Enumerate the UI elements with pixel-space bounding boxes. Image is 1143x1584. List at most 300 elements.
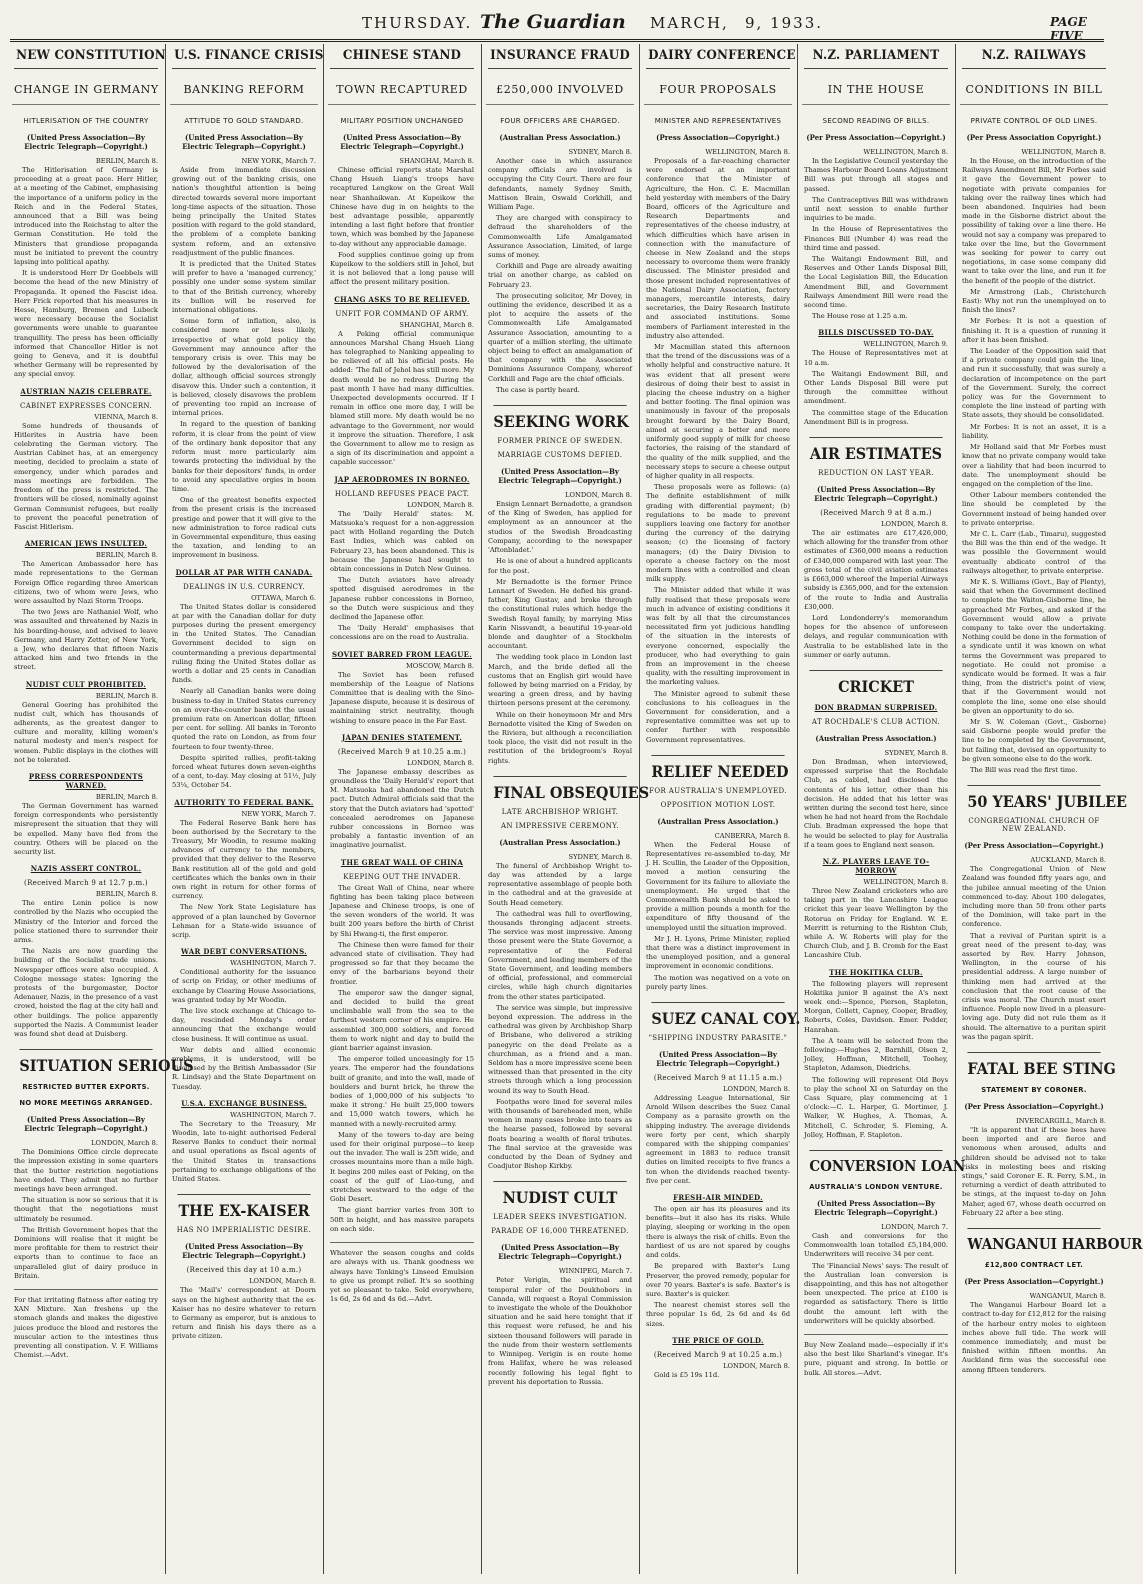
paragraph: Mr Forbes: It is not a question of finishing it. It is a question of running it after it has been finished. bbox=[962, 317, 1106, 344]
received-note: (Received March 9 at 11.15 a.m.) bbox=[653, 1074, 783, 1083]
paragraph: The wedding took place in London last March, and the bride defied all the customs that an English girl would have followed by being married on a Friday, by wearing a green dress, and by having thirteen persons present at the ceremony. bbox=[488, 653, 632, 708]
article-body bbox=[488, 1276, 632, 1386]
article-body bbox=[330, 166, 474, 288]
paragraph: General Goering has prohibited the nudist cult, which has thousands of adherents, as the greatest danger to culture and morality, killing women's natural modesty and men's respect for women. Public displays in the clothes will not be tolerated. bbox=[14, 700, 158, 764]
article-body bbox=[804, 157, 948, 321]
section-heading: JAPAN DENIES STATEMENT. bbox=[341, 732, 463, 742]
paragraph: A Peking official communique announces Marshal Chang Hsueh Liang has telegraphed to Nanking appealing to be relieved of all his official posts. He added: 'The fall of Jehol has still more. My death would be no redress. During the past month I have had many difficulties. Unexpected developments occurred. If I remain in office one more day, I will be blamed still more. My death would be no advantage to the Government, nor would it improve the situation. Therefore, I ask the Government to allow me to resign as a sign of its discrimination and appoint a capable successor.' bbox=[330, 329, 474, 467]
paragraph: Mr K. S. Williams (Govt., Bay of Plenty), said that when the Government declined to complete the Waiton-Gisborne line, he approached Mr Forbes, and asked if the Government would allow a private company to take over the undertaking. Nothing could be done in the formation of a syndicate until it was known on what terms the Government was prepared to negotiate. He could not promise a syndicate would be formed. It was a fair thing, from the district's point of view, that if the Government would not complete the line, some one else should be given an opportunity to do so. bbox=[962, 577, 1106, 715]
dateline: SYDNEY, March 8. bbox=[568, 148, 632, 156]
column-rule bbox=[481, 44, 482, 1574]
paragraph: In the Legislative Council yesterday the Thames Harbour Board Loans Adjustment Bill was put through all stages and passed. bbox=[804, 157, 948, 193]
dateline: VIENNA, March 8. bbox=[94, 412, 158, 421]
article-body bbox=[646, 157, 790, 745]
paragraph: The Contraceptives Bill was withdrawn until next session to enable further inquiries to be made. bbox=[804, 195, 948, 223]
article-body bbox=[646, 1371, 790, 1380]
paragraph: The House rose at 1.25 a.m. bbox=[812, 312, 908, 321]
paragraph: The Waitangi Endowment Bill, and Other Lands Disposal Bill were put through the committee without amendment. bbox=[804, 369, 948, 406]
headline: INSURANCE FRAUD bbox=[490, 48, 630, 63]
column-rule bbox=[323, 44, 324, 1574]
paragraph: The two Jews are Nathaniel Wolf, who was assaulted and threatened by Nazis in his boarding-house, and advised to leave Germany, and Harry Zetter, of New York, a Jew, who declares that fifteen Nazis attacked him and two friends in the street. bbox=[14, 608, 158, 672]
dateline: WELLINGTON, March 9. bbox=[863, 340, 948, 349]
paragraph: That a revival of Puritan spirit is a great need of the present to-day, was asserted by Rev. Harry Johnson, Wellington, in the course of his presidential address. A large number of thinking men had arrived at the conclusion that the root cause of the crisis was moral. The Church must exert influence. People now lived in a pleasure-loving age. Duty did not rule them as it should. The alternative to a puritan spirit was the pagan spirit. bbox=[962, 931, 1106, 1041]
subheadline-secondary: PARADE OF 16,000 THREATENED. bbox=[491, 1227, 629, 1236]
received-note: (Received March 9 at 8 a.m.) bbox=[820, 509, 932, 518]
headline: AIR ESTIMATES bbox=[809, 437, 942, 463]
column-rule bbox=[955, 44, 956, 1574]
paragraph: The nearest chemist stores sell the three popular 1s 6d, 2s 6d and 4s 6d sizes. bbox=[646, 1301, 790, 1328]
dateline: WELLINGTON, March 8. bbox=[863, 877, 948, 886]
article-body bbox=[488, 157, 632, 395]
article-column-4 bbox=[484, 44, 650, 1574]
dateline: AUCKLAND, March 8. bbox=[1030, 856, 1106, 865]
subheadline-secondary: MARRIAGE CUSTOMS DEFIED. bbox=[497, 451, 623, 460]
article-body bbox=[172, 166, 316, 561]
article-body bbox=[962, 865, 1106, 1042]
paragraph: The giant barrier varies from 30ft to 50ft in height, and has massive parapets on each side. bbox=[330, 1206, 474, 1233]
paragraph: The German Government has warned foreign correspondents who persistently misrepresent the situation that they will be expelled. Many have fled from the country. Others will be placed on the security list. bbox=[14, 801, 158, 856]
article-body bbox=[330, 884, 474, 1235]
dateline: SHANGHAI, March 8. bbox=[399, 157, 474, 165]
article-body bbox=[804, 1232, 948, 1326]
wire-source: (United Press Association—By Electric Telegraph—Copyright.) bbox=[814, 1199, 938, 1218]
dateline: BERLIN, March 8. bbox=[95, 890, 158, 899]
subheadline: DON BRADMAN SURPRISED. bbox=[814, 702, 938, 712]
wire-source: (United Press Association—By Electric Telegraph—Copyright.) bbox=[182, 133, 306, 151]
paragraph: The Federal Reserve Bank here has been authorised by the Secretary to the Treasury, Mr Woodin, to resume making advances of currency to the members, provided that they deliver to the Reserve Bank restitution all of the gold and gold certificates which the banks own in their own right in return for other forms of currency. bbox=[172, 818, 316, 901]
dateline: LONDON, March 8. bbox=[565, 491, 632, 500]
paragraph: Gold is £5 19s 11d. bbox=[654, 1370, 720, 1379]
headline: THE EX-KAISER bbox=[177, 1194, 310, 1220]
dateline: NEW YORK, March 7. bbox=[241, 157, 316, 165]
paragraph: The situation is now so serious that it is thought that the negotiations must ultimately be resumed. bbox=[14, 1196, 158, 1223]
paragraph: The Secretary to the Treasury, Mr Woodin, late to-night authorised Federal Reserve Banks to conduct their normal and usual operations as fiscal agents of the United States in transactions pertaining to exchange obligations of the United States. bbox=[172, 1119, 316, 1184]
paragraph: Mr Bernadotte is the former Prince Lennart of Sweden. He defied his grand-father, King Gustav, and broke through the constitutional rules which hedge the Swedish Royal family, by marrying Miss Karin Nissvandt, a beautiful 19-year-old blonde and daughter of a Stockholm accountant. bbox=[488, 577, 632, 651]
wire-source: (Per Press Association—Copyright.) bbox=[964, 1102, 1104, 1112]
wire-source: (Press Association—Copyright.) bbox=[656, 133, 780, 142]
subheadline: LEADER SEEKS INVESTIGATION. bbox=[493, 1213, 627, 1222]
advertisement: Buy New Zealand made—especially if it's also the best like Sharland's vinegar. It's pure, piquant and strong. In bottle or bulk. All stores.—Advt. bbox=[804, 1334, 948, 1378]
paragraph: In regard to the question of banking reform, it is clear from the point of view of the ordinary bank depositor that any reform must more particularly aim towards protecting the individual by the banks for their depositors' funds, in order to avoid any speculative orgies in boom time. bbox=[172, 420, 316, 493]
section-heading: THE HOKITIKA CLUB. bbox=[829, 967, 923, 977]
section-heading: AUTHORITY TO FEDERAL BANK. bbox=[174, 797, 314, 807]
article-body bbox=[14, 899, 158, 1039]
article-body bbox=[172, 1120, 316, 1184]
headline: CHINESE STAND bbox=[342, 48, 462, 63]
wire-source: (United Press Association—By Electric Telegraph—Copyright.) bbox=[814, 485, 938, 504]
dateline: LONDON, March 8. bbox=[723, 1361, 790, 1370]
section-heading: SOVIET BARRED FROM LEAGUE. bbox=[332, 649, 472, 659]
paragraph: In the House of Representatives the Finances Bill (Number 4) was read the third time and passed. bbox=[804, 225, 948, 252]
article-body bbox=[14, 701, 158, 765]
paragraph: Mr S. W. Coleman (Govt., Gisborne) said Gisborne people would prefer the line to be completed by the Government, but failing that, devised an opportunity to be given someone else to do the work. bbox=[962, 717, 1106, 763]
headline: SEEKING WORK bbox=[493, 405, 626, 431]
paragraph: The 'Mail's' correspondent at Doorn says on the highest authority that the ex-Kaiser has no desire whatever to return to Germany as emperor, but is anxious to return and finish his days there as a private citizen. bbox=[172, 1286, 316, 1341]
wire-source: (United Press Association—By Electric Telegraph—Copyright.) bbox=[340, 133, 464, 151]
wire-source: (United Press Association—By Electric Telegraph—Copyright.) bbox=[24, 1115, 148, 1134]
section-heading: AMERICAN JEWS INSULTED. bbox=[24, 539, 148, 549]
paragraph: The House of Representatives met at 10 a.m. bbox=[804, 349, 948, 367]
dateline: LONDON, March 8. bbox=[723, 1085, 790, 1094]
paragraph: Chinese official reports state Marshal Chang Hsueh Liang's troops have recaptured Lengkow on the Great Wall near Shanhaikwan. At Kupeikow the Chinese have dug in on heights to the best advantage possible, apparently intending a last fight before that frontier town, which was bombed by the Japanese to-day without any appreciable damage. bbox=[330, 166, 474, 248]
article-body bbox=[646, 1205, 790, 1329]
section-heading: PRESS CORRESPONDENTS WARNED. bbox=[28, 771, 144, 790]
section-heading: DOLLAR AT PAR WITH CANADA. bbox=[175, 567, 313, 577]
paragraph: Footpaths were lined for several miles with thousands of bareheaded men, while women in many cases broke into tears as the hearse passed, followed by several floats bearing a wealth of floral tributes. The final service at the graveside was conducted by the Dean of Sydney and Coadjutor Bishop Kirkby. bbox=[488, 1097, 632, 1171]
article-body bbox=[172, 603, 316, 791]
column-rule bbox=[797, 44, 798, 1574]
article-body bbox=[962, 157, 1106, 775]
section-subheading: DEALINGS IN U.S. CURRENCY. bbox=[183, 582, 305, 591]
paragraph: He is one of about a hundred applicants for the post. bbox=[488, 557, 632, 575]
dateline: LONDON, March 7. bbox=[881, 1223, 948, 1232]
paragraph: The following will represent Old Boys to play the school XI on Saturday on the Cass Square, play commencing at 1 o'clock:—C. L. Harper, G. Mortimer, J. Walker, W. Hughes, A. Thomas, A. Mitchell, C. Schroder, S. Fleming, A. Jolley, Hoffman, F. Stapleton. bbox=[804, 1075, 948, 1139]
dateline: NEW YORK, March 7. bbox=[241, 809, 316, 818]
subheadline: HAS NO IMPERIALISTIC DESIRE. bbox=[176, 1226, 312, 1235]
headline: SITUATION SERIOUS bbox=[19, 1049, 152, 1075]
section-heading: BILLS DISCUSSED TO-DAY. bbox=[818, 328, 934, 338]
subheadline: FOUR PROPOSALS bbox=[646, 68, 790, 96]
wire-source: (Per Press Association—Copyright.) bbox=[964, 1277, 1104, 1287]
paragraph: Mr Macmillan stated this afternoon that the trend of the discussions was of a wholly helpful and constructive nature. It was evident that all present were desirous of doing their best to assist in placing the cheese industry on a higher and better footing. The final opinion was unanimously in favour of the proposals brought forward by the Dairy Board, aimed at securing a better and more uniformly good supply of milk for cheese factories, the raising of the standard of the quality of the milk supplied, and the necessary steps to secure a cheese output of higher quality in all respects. bbox=[646, 343, 790, 480]
paragraph: The funeral of Archbishop Wright to-day was attended by a large representative assemblage of people both in the cathedral and at the graveside at South Head cemetery. bbox=[488, 861, 632, 907]
subheadline: STATEMENT BY CORONER. bbox=[981, 1086, 1087, 1095]
article-body bbox=[804, 349, 948, 427]
paragraph: The service was simple, but impressive beyond expression. The address in the cathedral was given by Archbishop Sharp of Brisbane, who delivered a striking panegyric on the dead Prelate as a churchman, as a friend and a man. Seldom has a more impressive scene been witnessed than that presented in the city streets through which a long procession wound its way to South Head. bbox=[488, 1003, 632, 1095]
subheadline: REDUCTION ON LAST YEAR. bbox=[818, 469, 934, 478]
wire-source: (Australian Press Association.) bbox=[657, 816, 779, 826]
paragraph: The emperor saw the danger signal, and decided to build the great unclimbable wall from the sea to the furthest western corner of his empire. He assembled 300,000 soldiers, and forced them to work night and day to build the giant barrier against invasion. bbox=[330, 988, 474, 1053]
section-heading: THE PRICE OF GOLD. bbox=[672, 1335, 764, 1345]
paragraph: The Great Wall of China, near where fighting has been taking place between Japanese and Chinese troops, is one of the seven wonders of the world. It was built 200 years before the birth of Christ by Shi Hwang-ti, the first emperor. bbox=[330, 883, 474, 938]
subheadline-secondary: AT ROCHDALE'S CLUB ACTION. bbox=[811, 717, 941, 726]
paragraph: Mr Armstrong (Lab., Christchurch East): Why not run the unemployed on to finish the lines? bbox=[962, 287, 1106, 315]
paragraph: Many of the towers to-day are being used for their original purpose—to keep out the invader. The wall is 25ft wide, and crosses mountains more than a mile high. It begins 200 miles east of Peking, on the coast of the gulf of Liao-tung, and stretches westward to the edge of the Gobi Desert. bbox=[330, 1130, 474, 1204]
subheadline: CONDITIONS IN BILL bbox=[962, 68, 1106, 96]
article-body bbox=[14, 560, 158, 672]
subheadline-secondary: AN IMPRESSIVE CEREMONY. bbox=[500, 821, 620, 830]
section-heading: NAZIS ASSERT CONTROL. bbox=[30, 864, 142, 874]
article-body bbox=[488, 862, 632, 1172]
subheadline-secondary: SECOND READING OF BILLS. bbox=[802, 104, 950, 125]
headline: N.Z. RAILWAYS bbox=[981, 48, 1087, 63]
wire-source: (Per Press Association—Copyright.) bbox=[806, 133, 946, 142]
dateline: BERLIN, March 8. bbox=[95, 551, 158, 560]
paragraph: While on their honeymoon Mr and Mrs Bernadotte visited the King of Sweden on the Riviera, but although a reconciliation took place, the visit did not result in the restitution of the bridegroom's Royal rights. bbox=[488, 710, 632, 765]
wire-source: (United Press Association—By Electric Telegraph—Copyright.) bbox=[182, 1242, 306, 1261]
wire-source: (Australian Press Association.) bbox=[499, 837, 621, 847]
paragraph: These proposals were as follows: (a) The definite establishment of milk grading with differential payment; (b) regulations to be made to prevent suppliers leaving one factory for another during the currency of the dairying season; (c) the licensing of factory managers; (d) the Dairy Division to operate a cheese factory on the most modern lines with a controlled and clean milk supply. bbox=[646, 483, 790, 584]
wire-source: (United Press Association—By Electric Telegraph—Copyright.) bbox=[498, 1243, 622, 1262]
article-column-7 bbox=[958, 44, 1143, 1574]
paragraph: The live stock exchange at Chicago to-day, rescinded Monday's order announcing that the exchange would close business. It will continue as usual. bbox=[172, 1007, 316, 1043]
section-heading: NUDIST CULT PROHIBITED. bbox=[25, 679, 147, 689]
article-body bbox=[962, 1126, 1106, 1218]
subheadline: IN THE HOUSE bbox=[804, 68, 948, 96]
article-body bbox=[330, 768, 474, 851]
paragraph: It is predicted that the United States will prefer to have a 'managed currency,' possibly one under some system similar to that of the British currency, whereby its bullion will be reserved for international obligations. bbox=[172, 260, 316, 315]
paragraph: The following players will represent Hokitika junior B against the A's next week end:—Spence, Pierson, Stapleton, Morgan, Collett, Capney, Cooper, Bradley, Roberts, Coles, Davidson. Emer. Pedder, Hanrahan. bbox=[804, 979, 948, 1034]
paragraph: Three New Zealand cricketers who are taking part in the Lancashire League cricket this year leave Wellington by the Rotorua on Friday for England. W. E. Merritt is returning to the Rishton Club, while A. W. Roberts will play for the Church Club, and J. B. Cromb for the East Lancashire Club. bbox=[804, 886, 948, 960]
paragraph: Mr C. L. Carr (Lab., Timaru), suggested the Bill was the thin end of the wedge. It was possible the Government would eventually abdicate control of the railways altogether, to private enterprise. bbox=[962, 529, 1106, 575]
wire-source: (United Press Association—By Electric Telegraph—Copyright.) bbox=[24, 133, 148, 151]
subheadline-secondary: OPPOSITION MOTION LOST. bbox=[660, 800, 776, 809]
article-column-1 bbox=[10, 44, 194, 1574]
paragraph: The Hitlerisation of Germany is proceeding at a great pace. Herr Hitler, at a meeting of the Cabinet, emphasising the importance of a uniform policy in the Reich and in the Federal States, announced that a Bill was being introduced into the Reichstag to alter the German Constitution. He told the Ministers that grandiose propaganda must be initiated to prevent the country lapsing into political apathy. bbox=[14, 166, 158, 267]
headline: NEW CONSTITUTION bbox=[16, 48, 166, 63]
paragraph: Conditional authority for the issuance of scrip on Friday, or other mediums of exchange by Clearing House Associations, was granted today by Mr Woodin. bbox=[172, 968, 316, 1004]
paragraph: The Japanese embassy describes as groundless the 'Daily Herald's' report that M. Matsuoka had abandoned the Dutch pact. Dutch Admiral officials said that the story that the Dutch aviators had 'spotted' concealed aerodromes on Japanese rubber concessions in Borneo was probably a fantastic invention of an imaginative journalist. bbox=[330, 767, 474, 850]
paragraph: The Chinese then were famed for their advanced state of civilisation. They had progressed so far that they became the envy of the barbarians beyond their frontier. bbox=[330, 940, 474, 986]
paragraph: Despite spirited rallies, profit-taking forced wheat futures down seven-eighths of a cent, to-day. May closing at 51½, July 53¼, October 54. bbox=[172, 753, 316, 790]
headline: CONVERSION LOAN bbox=[809, 1150, 942, 1175]
article-body bbox=[488, 500, 632, 766]
paragraph: The British Government hopes that the Dominions will realise that it might be more profitable for them to restrict their exports than to continue to face an unparalleled glut of dairy produce in Britain. bbox=[14, 1225, 158, 1280]
paragraph: It is understood Herr Dr Goebbels will become the head of the new Ministry of Propaganda. It opened the Fascist idea. Herr Frick reported that his measures in Hesse, Hamburg, Bremen and Lubeck were necessary because the Socialist governments were unable to guarantee tranquillity. The press has been officially informed that Chancellor Hitler is not going to Geneva, and it is doubtful whether Germany will be represented by any special envoy. bbox=[14, 269, 158, 379]
paragraph: Lord Londonderry's memorandum hopes for the absence of unforeseen delays, and regular communication with Australia to be established late in the summer or early autumn. bbox=[804, 613, 948, 659]
subheadline-secondary: HITLERISATION OF THE COUNTRY bbox=[12, 104, 160, 125]
paragraph: When the Federal House of Representatives re-assembled to-day, Mr J. H. Scullin, the Leader of the Opposition, moved a motion censuring the Government for its failure to alleviate the unemployment. He urged that the Commonwealth Bank should be asked to provide a million pounds a month for the expenditure of fifty thousand of the unemployed until the situation improved. bbox=[646, 840, 790, 932]
article-body bbox=[14, 802, 158, 857]
column-rule bbox=[639, 44, 640, 1574]
subheadline: FOR AUSTRALIA'S UNEMPLOYED. bbox=[649, 786, 787, 795]
dateline: WASHINGTON, March 7. bbox=[230, 959, 316, 968]
paragraph: The air estimates are £17,426,000, which allowing for the transfer from other estimates of £360,000 means a reduction of £340,000 compared with last year. The gross total of the civil aviation estimates is £663,000 whereof the Imperial Airways subsidy is £365,000, and for the extension of the route to India and Australia £30,000. bbox=[804, 529, 948, 611]
section-heading: U.S.A. EXCHANGE BUSINESS. bbox=[181, 1098, 307, 1108]
wire-source: (Australian Press Association.) bbox=[815, 733, 937, 743]
paragraph: The Bill was read the first time. bbox=[970, 766, 1078, 774]
paragraph: The 'Daily Herald' states: M. Matsuoka's request for a non-aggression pact with Holland regarding the Dutch East Indies, which was cabled on February 23, has been abandoned. This is because the Japanese had sought to obtain concessions in Dutch New Guinea. bbox=[330, 509, 474, 573]
dateline: MOSCOW, March 8. bbox=[405, 661, 474, 670]
subheadline: FORMER PRINCE OF SWEDEN. bbox=[497, 437, 623, 446]
masthead bbox=[0, 0, 1114, 43]
wire-source: (United Press Association—By Electric Telegraph—Copyright.) bbox=[656, 1050, 780, 1069]
dateline: LONDON, March 8. bbox=[407, 500, 474, 509]
dateline: BERLIN, March 8. bbox=[95, 691, 158, 700]
headline: NUDIST CULT bbox=[493, 1181, 626, 1207]
paragraph: Mr Holland said that Mr Forbes must know that no private company would take over a liability that had been incurred to date. The unemployment should be engaged on the completion of the line. bbox=[962, 443, 1106, 488]
paragraph: The motion was negatived on a vote on purely party lines. bbox=[646, 973, 790, 991]
paragraph: The Congregational Union of New Zealand was founded fifty years ago, and the jubilee annual meeting of the Union commenced to-day. About 100 delegates, including more than 50 from other parts of the Dominion, will take part in the conference. bbox=[962, 865, 1106, 929]
advertisement: Whatever the season coughs and colds are always with us. Thank goodness we always have Tonking's Linseed Emulsion to give us prompt relief. It's so soothing yet so pleasant to take. Sold everywhere, 1s 6d, 2s 6d and 4s 6d.—Advt. bbox=[330, 1242, 474, 1304]
article-body bbox=[804, 529, 948, 660]
headline: DAIRY CONFERENCE bbox=[648, 48, 796, 63]
masthead-date: 9, 1933. bbox=[745, 14, 824, 32]
dateline: BERLIN, March 8. bbox=[95, 157, 158, 165]
paragraph: The entire Lenin police is now controlled by the Nazis who occupied the Ministry of the Interior and forced the police stationed there to surrender their arms. bbox=[14, 899, 158, 944]
paragraph: The Wanganui Harbour Board let a contract to-day for £12,812 for the raising of the harbour entry moles to eighteen inches above full tide. The work will commence immediately, and must be finished within fifteen months. An Auckland firm was the successful one among fifteen tenderers. bbox=[962, 1301, 1106, 1374]
paragraph: The 'Financial News' says: The result of the Australian loan conversion is disappointing, and this has not altogether been unexpected. The price at £100 is regarded as satisfactory. There is little doubt the amount left with the underwriters will be quickly absorbed. bbox=[804, 1261, 948, 1325]
article-body bbox=[330, 671, 474, 726]
paragraph: Don Bradman, when interviewed, expressed surprise that the Rochdale Club, as cabled, had disclosed the contents of his letter, other than his decision. He added that his letter was written during the second test here, since when he had not heard from the Rochdale Club. Bradman expressed the hope that he would be selected to play for Australia if a team goes to England next season. bbox=[804, 757, 948, 849]
received-note: (Received March 9 at 10.25 a.m.) bbox=[337, 747, 467, 756]
subheadline-secondary: MINISTER AND REPRESENTATIVES bbox=[644, 104, 792, 125]
paragraph: Nearly all Canadian banks were doing business to-day in United States currency on an over-the-counter basis at the usual premium rate on American dollar, fifteen per cent. for selling. All banks in Toronto quoted the rate on London, as from four fourteen to four twenty-three. bbox=[172, 687, 316, 751]
paragraph: One of the greatest benefits expected from the present crisis is the increased prestige and power that it will give to the new administration to force radical cuts in Governmental expenditure, thus easing the taxation, and lending to an improvement in business. bbox=[172, 496, 316, 560]
subheadline-secondary: FOUR OFFICERS ARE CHARGED. bbox=[486, 104, 634, 125]
column-rule bbox=[165, 44, 166, 1574]
article-body bbox=[962, 1301, 1106, 1375]
paragraph: Food supplies continue going up from Kupeikow to the soldiers still in Jehol, but it is not believed that a long pause will affect the present military position. bbox=[330, 250, 474, 287]
masthead-day: THURSDAY. bbox=[362, 14, 473, 32]
headline: U.S. FINANCE CRISIS bbox=[174, 48, 324, 63]
paragraph: Some hundreds of thousands of Hitlerites in Austria have been celebrating the German victory. The Austrian Cabinet has, at an emergency meeting, decided to proclaim a state of emergency, under which parades and mass meetings are forbidden. The freedom of the press is restricted. The frontiers will be closed, nominally against German Communist refugees, but really to prevent the peaceful penetration of Fascist Hitlerism. bbox=[14, 421, 158, 531]
section-heading: JAP AERODROMES IN BORNEO. bbox=[334, 474, 470, 484]
paragraph: Other Labour members contended the line should be completed by the Government instead of being handed over to private enterprise. bbox=[962, 491, 1106, 527]
article-body bbox=[172, 819, 316, 941]
dateline: LONDON, March 8. bbox=[881, 520, 948, 529]
wire-source: (Per Press Association Copyright.) bbox=[966, 133, 1102, 142]
paragraph: Another case in which assurance company officials are involved is occupying the City Court. There are four defendants, namely Sydney Smith, Mattison Brain, Oswald Corkhill, and William Page. bbox=[488, 157, 632, 212]
paragraph: Mr Forbes: It is not an asset, it is a liability. bbox=[962, 422, 1106, 440]
paragraph: The A team will be selected from the following:—Hughes 2, Barnhill, Olsen 2, Jolley, Hoffman, Mitchell, Toohey, Stapleton, Adamson, Diedrichs. bbox=[804, 1036, 948, 1073]
dateline: SYDNEY, March 8. bbox=[884, 748, 948, 757]
wire-source: (Per Press Association—Copyright.) bbox=[964, 841, 1104, 851]
masthead-rule bbox=[10, 39, 1104, 42]
paragraph: The Minister added that while it was fully realised that these proposals were much in advance of existing conditions it was felt by all that the circumstances necessitated firm yet judicious handling of the situation in the interests of everyone concerned, especially the producer, who had everything to gain from an improvement in the cheese quality, with the resulting improvement in the marketing values. bbox=[646, 586, 790, 687]
dateline: WANGANUI, March 8. bbox=[1029, 1292, 1106, 1301]
article-body bbox=[804, 980, 948, 1140]
paragraph: Ensign Lennart Bernadotte, a grandson of the King of Sweden, has applied for employment as an announcer at the studios of the Swedish Broadcasting Company, according to the newspaper 'Aftonbladet.' bbox=[488, 500, 632, 555]
section-subheading: UNFIT FOR COMMAND OF ARMY. bbox=[335, 309, 469, 318]
subheadline-secondary: MILITARY POSITION UNCHANGED bbox=[328, 104, 476, 125]
received-note: (Received this day at 10 a.m.) bbox=[186, 1266, 302, 1275]
dateline: LONDON, March 8. bbox=[91, 1139, 158, 1148]
article-body bbox=[330, 330, 474, 468]
paragraph: Peter Verigin, the spiritual and temporal ruler of the Doukhobors in Canada, will request a Royal Commission to investigate the whole of the Doukhobor situation and he said here tonight that if this request were refused, he and his sixteen thousand followers will parade in the nude from their western settlements to Winnipeg. Verigin is en route home from Halifax, where he was released recently following his legal fight to prevent his deportation to Russia. bbox=[488, 1276, 632, 1386]
paragraph: War debts and allied economic problems, it is understood, will be discussed by the British Ambassador (Sir R. Lindsay) and the State Department on Tuesday. bbox=[172, 1045, 316, 1091]
headline: N.Z. PARLIAMENT bbox=[812, 48, 940, 63]
advertisement: For that irritating flatness after eating try XAN Mixture. Xan freshens up the stomach glands and makes the digestive juices produce the blood and restores the muscular action to the intestines thus preventing all constipation. V. F. Williams Chemist.—Advt. bbox=[14, 1289, 158, 1360]
subheadline: £12,800 CONTRACT LET. bbox=[984, 1261, 1084, 1270]
subheadline: AUSTRALIA'S LONDON VENTURE. bbox=[809, 1183, 943, 1192]
section-heading: FRESH-AIR MINDED. bbox=[673, 1193, 763, 1203]
subheadline: TOWN RECAPTURED bbox=[330, 68, 474, 96]
subheadline-secondary: PRIVATE CONTROL OF OLD LINES. bbox=[960, 104, 1108, 125]
subheadline: CONGREGATIONAL CHURCH OF NEW ZEALAND. bbox=[968, 817, 1100, 834]
article-body bbox=[14, 1148, 158, 1281]
dateline: WINNIPEG, March 7. bbox=[558, 1267, 632, 1276]
article-column-3 bbox=[326, 44, 478, 1574]
paragraph: Cash and conversions for the Commonwealth loan totalled £5,184,000. Underwriters will receive 34 per cent. bbox=[804, 1232, 948, 1259]
paragraph: In the House, on the introduction of the Railways Amendment Bill, Mr Forbes said it gave the Government power to negotiate with private companies for taking over the railway lines which had been abandoned. Inquiries had been made in the Gisborne district about the possibility of taking over a line there. He would not say a company was prepared to take over the line, but the Government was seeking for power to carry out negotiations, in case some company did want to take over the line, and run it for the benefit of the people of the district. bbox=[962, 157, 1106, 285]
section-subheading: HOLLAND REFUSES PEACE PACT. bbox=[334, 489, 470, 498]
headline: 50 YEARS' JUBILEE bbox=[967, 785, 1100, 811]
subheadline: CHANGE IN GERMANY bbox=[14, 68, 158, 96]
dateline: SYDNEY, March 8. bbox=[568, 852, 632, 861]
article-body bbox=[646, 841, 790, 992]
paragraph: The emperor toiled unceasingly for 15 years. The emperor had the foundations built of granite, and into the wall, made of boulders and burnt brick, he threw the bodies of 1,000,000 of his subjects 'to make it strong.' He built 25,000 towers and 15,000 watch towers, which he manned with a newly-recruited army. bbox=[330, 1055, 474, 1128]
article-body bbox=[330, 510, 474, 643]
article-body bbox=[804, 887, 948, 961]
paragraph: Be prepared with Baxter's Lung Preserver, the proved remedy, popular for over 70 years. Baxter's is safe. Baxter's is sure. Baxter's is quicker. bbox=[646, 1262, 790, 1298]
paragraph: The committee stage of the Education Amendment Bill is in progress. bbox=[804, 408, 948, 426]
subheadline: "SHIPPING INDUSTRY PARASITE." bbox=[648, 1034, 788, 1043]
section-heading: AUSTRIAN NAZIS CELEBRATE. bbox=[20, 386, 152, 396]
dateline: OTTAWA, March 6. bbox=[251, 593, 316, 602]
wire-source: (United Press Association—By Electric Telegraph—Copyright.) bbox=[498, 467, 622, 486]
headline: FINAL OBSEQUIES bbox=[493, 776, 626, 802]
paragraph: The Nazis are now guarding the building of the Socialist trade unions. Newspaper offices were also occupied. A Cologne message states: Ignoring the protests of the burgomaster, Doctor Adenauer, Nazis, in the presence of a vast crowd, hoisted the flag at the city hall and other buildings. The police apparently supported the Nazis. A Communist leader was found shot dead at Duisberg. bbox=[14, 947, 158, 1039]
article-body bbox=[14, 422, 158, 532]
paragraph: The Dutch aviators have already spotted disguised aerodromes in the Japanese rubber concessions in Borneo, so the Dutch were suspicious and they declined the Japanese offer. bbox=[330, 576, 474, 621]
section-subheading: CABINET EXPRESSES CONCERN. bbox=[20, 401, 152, 410]
section-heading: WAR DEBT CONVERSATIONS. bbox=[181, 947, 307, 957]
paragraph: "It is apparent that if these bees have been imported and are fierce and venomous when aroused, adults and children should be advised not to take risks in molesting bees and risking stings," said Coroner E. R. Ferry, S.M., in returning a verdict of death attributed to be stings, at the inquest to-day on John Maher, aged 67, whose death occurred on February 22 after a bee sting. bbox=[962, 1126, 1106, 1217]
paragraph: The American Ambassador here has made representations to the German Foreign Office regarding three American citizens, two of whom were Jews, who were assaulted by Nazi Storm Troops. bbox=[14, 560, 158, 605]
paragraph: The New York State Legislature has approved of a plan launched by Governor Lehman for a State-wide issuance of scrip. bbox=[172, 903, 316, 940]
paragraph: They are charged with conspiracy to defraud the shareholders of the Commonwealth Life Amalgamated Assurance Association, Limited, of large sums of money. bbox=[488, 214, 632, 260]
article-column-2 bbox=[168, 44, 324, 1574]
section-heading: THE GREAT WALL OF CHINA bbox=[340, 857, 464, 867]
headline: RELIEF NEEDED bbox=[651, 755, 784, 781]
masthead-month: MARCH, bbox=[650, 14, 729, 32]
paragraph: The United States dollar is considered at par with the Canadian dollar for duty purposes during the present emergency in the United States. The Canadian Government decided to sign on countermanding a previous departmental ruling fixing the United States dollar as worth a dollar and 25 cents in Canadian funds. bbox=[172, 602, 316, 685]
headline: FATAL BEE STING bbox=[967, 1052, 1100, 1078]
paragraph: The Dominions Office circle deprecate the impression existing in some quarters that the butter restriction negotiations have ended. They admit that no further meetings have been arranged. bbox=[14, 1148, 158, 1194]
masthead-page-number: PAGE FIVE bbox=[1050, 15, 1087, 43]
dateline: WELLINGTON, March 8. bbox=[1021, 148, 1106, 156]
paragraph: Corkhill and Page are already awaiting trial on another charge, as cabled on February 23. bbox=[488, 262, 632, 289]
paragraph: Some form of inflation, also, is considered more or less likely, irrespective of what gold policy the Government may announce after the temporary crisis is over. This may be followed by the devalorisation of the dollar, although official sources strongly disavow this. Under such a contention, it is believed, closely disavows the problem of preventing too rapid an increase of internal prices. bbox=[172, 317, 316, 418]
dateline: WELLINGTON, March 8. bbox=[705, 148, 790, 156]
headline: SUEZ CANAL COY. bbox=[651, 1002, 784, 1028]
paragraph: Addressing League International, Sir Arnold Wilson describes the Suez Canal Company as a parasite growth on the shipping industry. The average dividends were forty per cent, which sharply compared with the shipping companies' agreement in 1883 to reduce transit duties on limited receipts to five francs a ton when the dividends reached twenty-five per cent. bbox=[646, 1094, 790, 1185]
article-body bbox=[646, 1094, 790, 1186]
dateline: WELLINGTON, March 8. bbox=[863, 148, 948, 156]
paragraph: The prosecuting solicitor, Mr Dovey, in outlining the evidence, described it as a plot to acquire the assets of the Commonwealth Life Amalgamated Assurance Association, amounting to a quarter of a million sterling, the ultimate object being to effect an amalgamation of that company with the Associated Dominions Assurance Company, whereof Corkhill and Page are the chief officials. bbox=[488, 291, 632, 383]
paragraph: The Soviet has been refused membership of the League of Nations Committee that is dealing with the Sino-Japanese dispute, because it is desirous of maintaining strict neutrality, though wishing to ensure peace in the Far East. bbox=[330, 670, 474, 725]
paragraph: The Waitangi Endowment Bill, and Reserves and Other Lands Disposal Bill, the Local Legislation Bill, the Education Amendment Bill, and Government Railways Amendment Bill were read the second time. bbox=[804, 255, 948, 310]
received-note: (Received March 9 at 12.7 p.m.) bbox=[24, 879, 148, 888]
paragraph: The cathedral was full to overflowing, thousands thronging adjacent streets. The service was most impressive. Among those present were the State Governor, a representative of the Federal Government, and leading members of the State Government, and leading members of official, professional, and commercial circles, while high church dignitaries from the other states participated. bbox=[488, 909, 632, 1001]
subheadline: LATE ARCHBISHOP WRIGHT. bbox=[501, 807, 619, 816]
subheadline-secondary: ATTITUDE TO GOLD STANDARD. bbox=[170, 104, 318, 125]
article-column-5 bbox=[642, 44, 801, 1574]
headline: WANGANUI HARBOUR bbox=[967, 1228, 1100, 1253]
subheadline-secondary: NO MORE MEETINGS ARRANGED. bbox=[19, 1099, 153, 1108]
article-body bbox=[804, 758, 948, 850]
article-body bbox=[172, 1286, 316, 1341]
masthead-title: The Guardian bbox=[480, 11, 626, 33]
subheadline: £250,000 INVOLVED bbox=[488, 68, 632, 96]
article-column-6 bbox=[800, 44, 966, 1574]
received-note: (Received March 9 at 10.25 a.m.) bbox=[653, 1350, 783, 1359]
dateline: LONDON, March 8. bbox=[407, 758, 474, 767]
paragraph: Proposals of a far-reaching character were endorsed at an important conference that the Minister of Agriculture, the Hon. C. E. Macmillan held yesterday with members of the Dairy Board, officers of the Agriculture and Research Departments and representatives of the cheese industry, at which difficulties which have arisen in connection with the manufacture of cheese in New Zealand and the steps necessary to overcome them were frankly discussed. The Minister presided and those present included representatives of the National Dairy Association, factory managers, mercantile interests, dairy secretaries, the Dairy Research Institute and associated institutions. Some members of Parliament interested in the industry also attended. bbox=[646, 157, 790, 340]
dateline: INVERCARGILL, March 8. bbox=[1016, 1117, 1106, 1126]
article-body bbox=[14, 166, 158, 380]
paragraph: Aside from immediate discussion growing out of the banking crisis, one nation's thoughtful attention is being directed towards several more important long-time aspects of the situation. Those being principally the United States position with regard to the gold standard, the problem of a complete banking system reform, and an extensive readjustment of the public finances. bbox=[172, 166, 316, 257]
paragraph: The 'Daily Herald' emphasises that concessions are on the road to Australia. bbox=[330, 624, 474, 642]
dateline: CANBERRA, March 8. bbox=[714, 831, 790, 840]
dateline: BERLIN, March 8. bbox=[95, 792, 158, 801]
paragraph: The Leader of the Opposition said that if a private company could gain the line, and run it successfully, that was surely a declaration of incompetence on the part of the Government. Surely, the correct policy was for the Government to complete the line instead of parting with State assets, they should be consolidated. bbox=[962, 347, 1106, 420]
dateline: LONDON, March 8. bbox=[249, 1277, 316, 1286]
section-subheading: KEEPING OUT THE INVADER. bbox=[343, 872, 461, 881]
section-heading: N.Z. PLAYERS LEAVE TO-MORROW bbox=[822, 856, 930, 875]
article-body bbox=[172, 968, 316, 1092]
dateline: SHANGHAI, March 8. bbox=[399, 320, 474, 329]
paragraph: The Minister agreed to submit these conclusions to his colleagues in the Government for consideration, and a representative committee was set up to confer further with responsible Government representatives. bbox=[646, 689, 790, 744]
wire-source: (Australian Press Association.) bbox=[499, 133, 621, 142]
paragraph: The case is partly heard. bbox=[496, 385, 580, 394]
headline: CRICKET bbox=[809, 670, 942, 696]
paragraph: Mr J. H. Lyons, Prime Minister, replied that there was a distinct improvement in the unemployed position, and a general improvement in economic conditions. bbox=[646, 934, 790, 971]
subheadline: RESTRICTED BUTTER EXPORTS. bbox=[22, 1083, 150, 1092]
subheadline: BANKING REFORM bbox=[172, 68, 316, 96]
dateline: WASHINGTON, March 7. bbox=[230, 1110, 316, 1119]
